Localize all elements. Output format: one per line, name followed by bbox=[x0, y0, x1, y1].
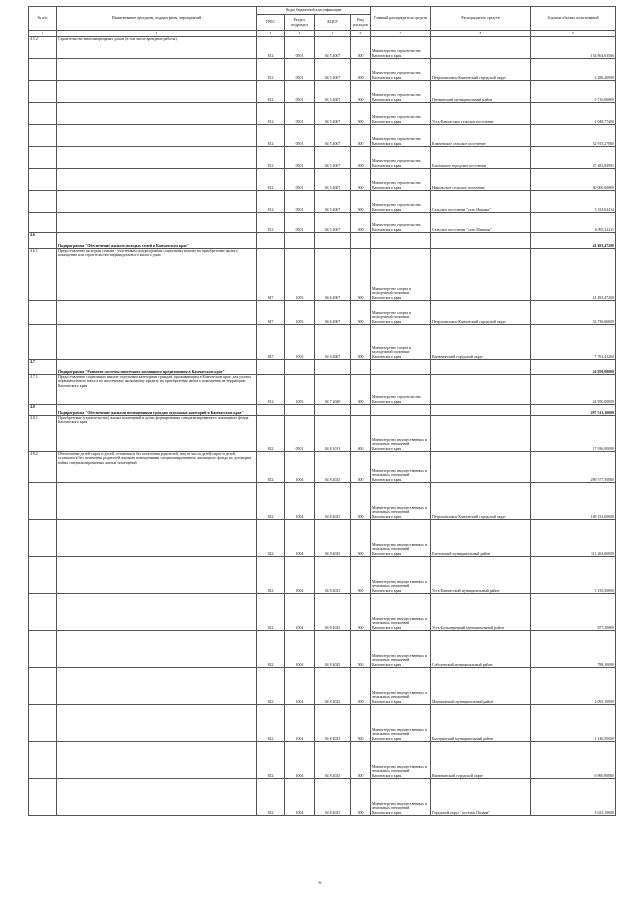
cell-csr: 04 5 4007 bbox=[315, 103, 351, 125]
cell-amount: 3 333,63414 bbox=[531, 191, 616, 213]
row-number: 4.8.1 bbox=[29, 416, 57, 452]
header-section: Раздел, подраздел bbox=[285, 15, 315, 31]
cell-section: 1004 bbox=[285, 705, 315, 742]
cell-amount: 33 730,06000 bbox=[531, 301, 616, 325]
table-row bbox=[29, 483, 616, 520]
row-name: Подпрограмма "Обеспечение жилыми помещениями граждан отдельных категорий в Камчатском крае" bbox=[57, 405, 257, 416]
row-name bbox=[57, 631, 257, 668]
cell-csr: 04 8 4025 bbox=[315, 705, 351, 742]
cell-main-manager: Министерство строительства Камчатского края bbox=[371, 191, 431, 213]
section-row bbox=[29, 233, 616, 249]
cell-csr: 04 5 4007 bbox=[315, 59, 351, 81]
cell-csr bbox=[315, 233, 351, 249]
row-name bbox=[57, 742, 257, 779]
cell-section: 1004 bbox=[285, 520, 315, 557]
cell-csr: 04 8 4025 bbox=[315, 594, 351, 631]
row-number bbox=[29, 483, 57, 520]
table-row bbox=[29, 301, 616, 325]
table-row bbox=[29, 191, 616, 213]
cell-recipient bbox=[431, 416, 531, 452]
cell-recipient bbox=[431, 452, 531, 483]
cell-grbs: 812 bbox=[257, 37, 285, 59]
cell-grbs: 822 bbox=[257, 483, 285, 520]
column-number: 7 bbox=[371, 31, 431, 37]
row-number: 4.8 bbox=[29, 405, 57, 416]
cell-recipient: Мильковский муниципальный район bbox=[431, 668, 531, 705]
cell-vr: 400 bbox=[351, 416, 371, 452]
cell-main-manager: Министерство спорта и молодежной политики Камчатского края bbox=[371, 249, 431, 301]
cell-section: 1004 bbox=[285, 483, 315, 520]
row-name bbox=[57, 325, 257, 360]
row-number bbox=[29, 213, 57, 233]
table-body bbox=[29, 37, 616, 816]
cell-main-manager: Министерство имущественных и земельных отношений Камчатского края bbox=[371, 705, 431, 742]
cell-grbs: 812 bbox=[257, 169, 285, 191]
row-name bbox=[57, 213, 257, 233]
row-number bbox=[29, 557, 57, 594]
row-name bbox=[57, 125, 257, 147]
cell-section: 1003 bbox=[285, 301, 315, 325]
cell-main-manager: Министерство имущественных и земельных отношений Камчатского края bbox=[371, 557, 431, 594]
row-name: Предоставление молодым семьям - участникам подпрограммы социальных выплат на приобретение жилого помещения или строительство индивидуального жилого дома bbox=[57, 249, 257, 301]
header-codes: Коды бюджетной классификации bbox=[257, 7, 371, 15]
cell-vr: 500 bbox=[351, 81, 371, 103]
cell-recipient: Вилючинский городской округ bbox=[431, 325, 531, 360]
table-row bbox=[29, 416, 616, 452]
row-name bbox=[57, 668, 257, 705]
column-number: 5 bbox=[315, 31, 351, 37]
cell-grbs: 822 bbox=[257, 779, 285, 816]
cell-grbs bbox=[257, 233, 285, 249]
cell-vr: 500 bbox=[351, 452, 371, 483]
cell-main-manager: Министерство строительства Камчатского края bbox=[371, 147, 431, 169]
cell-section: 0501 bbox=[285, 59, 315, 81]
table-row bbox=[29, 103, 616, 125]
cell-grbs: 847 bbox=[257, 301, 285, 325]
cell-grbs: 822 bbox=[257, 668, 285, 705]
cell-vr: 500 bbox=[351, 325, 371, 360]
cell-vr: 500 bbox=[351, 594, 371, 631]
cell-vr bbox=[351, 360, 371, 375]
cell-amount: 2 286,26900 bbox=[531, 59, 616, 81]
cell-grbs: 822 bbox=[257, 742, 285, 779]
cell-main-manager: Министерство имущественных и земельных отношений Камчатского края bbox=[371, 742, 431, 779]
cell-main-manager: Министерство имущественных и земельных отношений Камчатского края bbox=[371, 416, 431, 452]
table-row bbox=[29, 452, 616, 483]
cell-main-manager: Министерство строительства Камчатского края bbox=[371, 375, 431, 405]
cell-amount: 41 493,47200 bbox=[531, 233, 616, 249]
row-number bbox=[29, 301, 57, 325]
cell-amount: 788,10000 bbox=[531, 631, 616, 668]
cell-main-manager: Министерство имущественных и земельных отношений Камчатского края bbox=[371, 594, 431, 631]
cell-main-manager: Министерство спорта и молодежной политики Камчатского края bbox=[371, 325, 431, 360]
row-number bbox=[29, 81, 57, 103]
row-number bbox=[29, 779, 57, 816]
column-number: 8 bbox=[431, 31, 531, 37]
cell-csr: 04 7 2040 bbox=[315, 375, 351, 405]
cell-recipient bbox=[431, 405, 531, 416]
cell-recipient: Вилючинский городской округ bbox=[431, 742, 531, 779]
row-name: Предоставление социальных выплат отдельным категориям граждан, проживающим в Камчатском крае, для уплаты первоначального взноса по ипотечному жилищному кредиту на приобретение жилого помещения на территории Камчатского края bbox=[57, 375, 257, 405]
cell-csr: 04 6 4007 bbox=[315, 249, 351, 301]
row-number bbox=[29, 631, 57, 668]
cell-amount: 6 960,80000 bbox=[531, 742, 616, 779]
cell-csr: 04 8 4025 bbox=[315, 520, 351, 557]
cell-amount: 17 936,00000 bbox=[531, 416, 616, 452]
cell-vr: 500 bbox=[351, 213, 371, 233]
cell-csr: 04 6 4007 bbox=[315, 301, 351, 325]
row-name bbox=[57, 169, 257, 191]
cell-amount: 32 915,27000 bbox=[531, 125, 616, 147]
row-name bbox=[57, 191, 257, 213]
row-number bbox=[29, 147, 57, 169]
row-name: Подпрограмма "Обеспечение жильем молодых семей в Камчатском крае" bbox=[57, 233, 257, 249]
cell-section bbox=[285, 233, 315, 249]
cell-vr: 500 bbox=[351, 668, 371, 705]
cell-csr: 04 8 4025 bbox=[315, 452, 351, 483]
header-name: Наименование программ, подпрограмм, мероприятий bbox=[57, 7, 257, 31]
cell-csr: 04 8 4025 bbox=[315, 631, 351, 668]
row-name bbox=[57, 520, 257, 557]
cell-main-manager: Министерство строительства Камчатского края bbox=[371, 103, 431, 125]
cell-amount: 6 093,32211 bbox=[531, 213, 616, 233]
row-name bbox=[57, 594, 257, 631]
table-row bbox=[29, 742, 616, 779]
row-number: 4.6 bbox=[29, 233, 57, 249]
cell-vr: 500 bbox=[351, 520, 371, 557]
row-name bbox=[57, 705, 257, 742]
cell-section bbox=[285, 405, 315, 416]
cell-grbs: 812 bbox=[257, 103, 285, 125]
column-number: 2 bbox=[57, 31, 257, 37]
cell-vr: 500 bbox=[351, 191, 371, 213]
cell-amount: 134 864,63566 bbox=[531, 37, 616, 59]
cell-vr: 500 bbox=[351, 742, 371, 779]
cell-vr: 500 bbox=[351, 301, 371, 325]
cell-grbs: 822 bbox=[257, 520, 285, 557]
cell-main-manager: Министерство имущественных и земельных отношений Камчатского края bbox=[371, 452, 431, 483]
cell-section: 0501 bbox=[285, 169, 315, 191]
cell-csr: 04 8 1013 bbox=[315, 416, 351, 452]
row-name bbox=[57, 103, 257, 125]
cell-vr bbox=[351, 405, 371, 416]
cell-recipient: Городской округ "поселок Палана" bbox=[431, 779, 531, 816]
cell-vr: 500 bbox=[351, 125, 371, 147]
header-grbs: ГРБС bbox=[257, 15, 285, 31]
cell-csr: 04 5 4007 bbox=[315, 191, 351, 213]
cell-amount: 2 095,10000 bbox=[531, 668, 616, 705]
column-number: 1 bbox=[29, 31, 57, 37]
row-number: 4.6.1 bbox=[29, 249, 57, 301]
cell-amount: 47 483,84991 bbox=[531, 147, 616, 169]
cell-main-manager: Министерство строительства Камчатского края bbox=[371, 59, 431, 81]
cell-recipient bbox=[431, 360, 531, 375]
cell-csr: 04 5 4007 bbox=[315, 147, 351, 169]
cell-section: 1004 bbox=[285, 557, 315, 594]
table-row bbox=[29, 520, 616, 557]
cell-section: 1004 bbox=[285, 742, 315, 779]
cell-section: 0501 bbox=[285, 147, 315, 169]
cell-vr: 500 bbox=[351, 631, 371, 668]
cell-section: 1004 bbox=[285, 668, 315, 705]
header-vr: Вид расходов bbox=[351, 15, 371, 31]
cell-recipient: Петропавловск-Камчатский городской округ bbox=[431, 483, 531, 520]
cell-recipient: Петропавловск-Камчатский городской округ bbox=[431, 59, 531, 81]
cell-recipient: Быстринский муниципальный район bbox=[431, 705, 531, 742]
table-row bbox=[29, 249, 616, 301]
cell-recipient: Петропавловск-Камчатский городской округ bbox=[431, 301, 531, 325]
table-row bbox=[29, 557, 616, 594]
cell-recipient: Усть-Камчатское сельское поселение bbox=[431, 103, 531, 125]
table-row bbox=[29, 37, 616, 59]
cell-vr: 500 bbox=[351, 779, 371, 816]
cell-section: 0501 bbox=[285, 103, 315, 125]
row-number bbox=[29, 59, 57, 81]
table-row bbox=[29, 779, 616, 816]
row-number bbox=[29, 169, 57, 191]
cell-amount: 3 623,10000 bbox=[531, 779, 616, 816]
row-number bbox=[29, 668, 57, 705]
cell-recipient bbox=[431, 233, 531, 249]
cell-vr: 500 bbox=[351, 169, 371, 191]
cell-recipient bbox=[431, 375, 531, 405]
cell-csr bbox=[315, 405, 351, 416]
header-main: Главный распорядитель средств bbox=[371, 7, 431, 31]
table-row bbox=[29, 631, 616, 668]
cell-vr bbox=[351, 233, 371, 249]
table-row bbox=[29, 325, 616, 360]
cell-amount: 40 000,00000 bbox=[531, 169, 616, 191]
cell-recipient: Елизовское городское поселение bbox=[431, 147, 531, 169]
page-number: -6- bbox=[317, 880, 323, 885]
row-name bbox=[57, 483, 257, 520]
cell-recipient: Усть-Большерецкий муниципальный район bbox=[431, 594, 531, 631]
cell-section: 0501 bbox=[285, 37, 315, 59]
cell-main-manager: Министерство строительства Камчатского края bbox=[371, 81, 431, 103]
cell-section: 1004 bbox=[285, 779, 315, 816]
cell-section: 0501 bbox=[285, 191, 315, 213]
cell-main-manager: Министерство строительства Камчатского края bbox=[371, 125, 431, 147]
table-row bbox=[29, 594, 616, 631]
cell-csr: 04 8 4025 bbox=[315, 668, 351, 705]
row-number bbox=[29, 103, 57, 125]
cell-grbs: 822 bbox=[257, 557, 285, 594]
row-name: Обеспечение детей-сирот и детей, оставшихся без попечения родителей, лиц из числа детей-сирот и детей, оставшихся без попечения родителей жилыми помещениями специализированного жилищного фонда по договорам найма специализированных жилых помещений bbox=[57, 452, 257, 483]
cell-amount: 2 048,77400 bbox=[531, 103, 616, 125]
cell-grbs: 822 bbox=[257, 631, 285, 668]
column-number: 6 bbox=[351, 31, 371, 37]
cell-section: 1003 bbox=[285, 325, 315, 360]
cell-main-manager bbox=[371, 233, 431, 249]
cell-vr: 500 bbox=[351, 147, 371, 169]
table-row bbox=[29, 668, 616, 705]
column-number: 3 bbox=[257, 31, 285, 37]
cell-csr: 04 5 4007 bbox=[315, 213, 351, 233]
table-row bbox=[29, 59, 616, 81]
row-number bbox=[29, 594, 57, 631]
cell-csr bbox=[315, 360, 351, 375]
cell-amount: 41 493,47200 bbox=[531, 249, 616, 301]
cell-grbs: 847 bbox=[257, 325, 285, 360]
cell-main-manager: Министерство строительства Камчатского края bbox=[371, 37, 431, 59]
table-row bbox=[29, 375, 616, 405]
section-row bbox=[29, 405, 616, 416]
cell-section bbox=[285, 360, 315, 375]
cell-grbs: 812 bbox=[257, 147, 285, 169]
header-recipient: Распорядитель средств bbox=[431, 7, 531, 31]
cell-main-manager: Министерство имущественных и земельных отношений Камчатского края bbox=[371, 520, 431, 557]
cell-grbs: 812 bbox=[257, 59, 285, 81]
cell-recipient: Сельское поселение "село Манилы" bbox=[431, 213, 531, 233]
cell-section: 1003 bbox=[285, 375, 315, 405]
cell-amount: 24 950,00000 bbox=[531, 375, 616, 405]
cell-csr: 04 5 4007 bbox=[315, 125, 351, 147]
cell-grbs: 812 bbox=[257, 125, 285, 147]
row-name: Строительство многоквартирных домов (в том числе арендные работы) bbox=[57, 37, 257, 59]
row-name bbox=[57, 147, 257, 169]
table-row bbox=[29, 81, 616, 103]
table-row bbox=[29, 125, 616, 147]
header-num: № п/п bbox=[29, 7, 57, 31]
cell-section: 1004 bbox=[285, 594, 315, 631]
row-number: 4.7 bbox=[29, 360, 57, 375]
row-number: 4.8.2 bbox=[29, 452, 57, 483]
cell-vr: 500 bbox=[351, 557, 371, 594]
cell-section: 1004 bbox=[285, 631, 315, 668]
cell-csr: 04 6 4007 bbox=[315, 325, 351, 360]
cell-grbs: 812 bbox=[257, 213, 285, 233]
cell-grbs: 822 bbox=[257, 705, 285, 742]
cell-grbs: 812 bbox=[257, 191, 285, 213]
cell-csr: 04 8 4025 bbox=[315, 742, 351, 779]
cell-section: 0501 bbox=[285, 213, 315, 233]
cell-main-manager: Министерство имущественных и земельных отношений Камчатского края bbox=[371, 483, 431, 520]
cell-amount: 297 513,10000 bbox=[531, 405, 616, 416]
row-number: 4.5.2 bbox=[29, 37, 57, 59]
cell-csr: 04 5 4007 bbox=[315, 81, 351, 103]
cell-grbs: 822 bbox=[257, 594, 285, 631]
cell-recipient: Усть-Камчатский муниципальный район bbox=[431, 557, 531, 594]
cell-csr: 04 8 4025 bbox=[315, 557, 351, 594]
cell-recipient: Елизовский муниципальный район bbox=[431, 520, 531, 557]
cell-main-manager: Министерство строительства Камчатского края bbox=[371, 169, 431, 191]
row-name bbox=[57, 557, 257, 594]
cell-main-manager: Министерство имущественных и земельных отношений Камчатского края bbox=[371, 779, 431, 816]
cell-amount: 289 577,10000 bbox=[531, 452, 616, 483]
budget-table bbox=[28, 6, 616, 816]
cell-vr: 500 bbox=[351, 705, 371, 742]
cell-grbs bbox=[257, 405, 285, 416]
cell-recipient: Никольское сельское поселение bbox=[431, 169, 531, 191]
row-name bbox=[57, 81, 257, 103]
row-number bbox=[29, 742, 57, 779]
cell-main-manager: Министерство строительства Камчатского края bbox=[371, 213, 431, 233]
row-number: 4.7.1 bbox=[29, 375, 57, 405]
cell-csr: 04 8 4025 bbox=[315, 779, 351, 816]
cell-csr: 04 8 4025 bbox=[315, 483, 351, 520]
table-row bbox=[29, 169, 616, 191]
cell-amount: 877,30000 bbox=[531, 594, 616, 631]
cell-vr: 300 bbox=[351, 375, 371, 405]
row-number bbox=[29, 520, 57, 557]
row-name: Приобретение (строительство) жилых помещений в целях формирования специализированного жилищного фонда Камчатского края bbox=[57, 416, 257, 452]
cell-vr: 500 bbox=[351, 483, 371, 520]
cell-amount: 111 263,00000 bbox=[531, 520, 616, 557]
cell-amount: 1 146,50000 bbox=[531, 705, 616, 742]
table-row bbox=[29, 705, 616, 742]
row-name bbox=[57, 59, 257, 81]
cell-vr: 500 bbox=[351, 59, 371, 81]
row-number bbox=[29, 125, 57, 147]
cell-grbs bbox=[257, 360, 285, 375]
table-row bbox=[29, 213, 616, 233]
cell-grbs: 847 bbox=[257, 249, 285, 301]
section-row bbox=[29, 360, 616, 375]
cell-amount: 5 710,00000 bbox=[531, 81, 616, 103]
cell-main-manager: Министерство имущественных и земельных отношений Камчатского края bbox=[371, 631, 431, 668]
cell-grbs: 812 bbox=[257, 375, 285, 405]
cell-recipient: Сельское поселение "село Ивашка" bbox=[431, 191, 531, 213]
table-row bbox=[29, 147, 616, 169]
row-name bbox=[57, 779, 257, 816]
cell-main-manager bbox=[371, 405, 431, 416]
cell-grbs: 822 bbox=[257, 452, 285, 483]
column-number: 9 bbox=[531, 31, 616, 37]
cell-section: 0501 bbox=[285, 125, 315, 147]
cell-recipient: Ключевское сельское поселение bbox=[431, 125, 531, 147]
row-name bbox=[57, 301, 257, 325]
row-number bbox=[29, 705, 57, 742]
row-number bbox=[29, 325, 57, 360]
cell-amount: 148 152,00000 bbox=[531, 483, 616, 520]
cell-section: 1003 bbox=[285, 249, 315, 301]
cell-grbs: 812 bbox=[257, 81, 285, 103]
cell-recipient: Соболевский муниципальный район bbox=[431, 631, 531, 668]
cell-vr: 500 bbox=[351, 103, 371, 125]
column-number: 4 bbox=[285, 31, 315, 37]
cell-section: 1004 bbox=[285, 452, 315, 483]
cell-grbs: 822 bbox=[257, 416, 285, 452]
cell-csr: 04 5 4007 bbox=[315, 37, 351, 59]
header-amount: Годовые объемы ассигнований bbox=[531, 7, 616, 31]
cell-amount: 24 950,00000 bbox=[531, 360, 616, 375]
cell-section: 0501 bbox=[285, 81, 315, 103]
cell-amount: 7 763,41200 bbox=[531, 325, 616, 360]
cell-vr: 500 bbox=[351, 37, 371, 59]
cell-amount: 3 150,50000 bbox=[531, 557, 616, 594]
row-number bbox=[29, 191, 57, 213]
row-name: Подпрограмма "Развитие системы ипотечного жилищного кредитования в Камчатском крае" bbox=[57, 360, 257, 375]
cell-recipient bbox=[431, 249, 531, 301]
cell-main-manager: Министерство имущественных и земельных отношений Камчатского края bbox=[371, 668, 431, 705]
cell-main-manager bbox=[371, 360, 431, 375]
cell-recipient bbox=[431, 37, 531, 59]
header-csr: КЦСР bbox=[315, 15, 351, 31]
cell-recipient: Пенжинский муниципальный район bbox=[431, 81, 531, 103]
cell-section: 0501 bbox=[285, 416, 315, 452]
cell-csr: 04 5 4007 bbox=[315, 169, 351, 191]
cell-main-manager: Министерство спорта и молодежной политики Камчатского края bbox=[371, 301, 431, 325]
cell-vr: 500 bbox=[351, 249, 371, 301]
